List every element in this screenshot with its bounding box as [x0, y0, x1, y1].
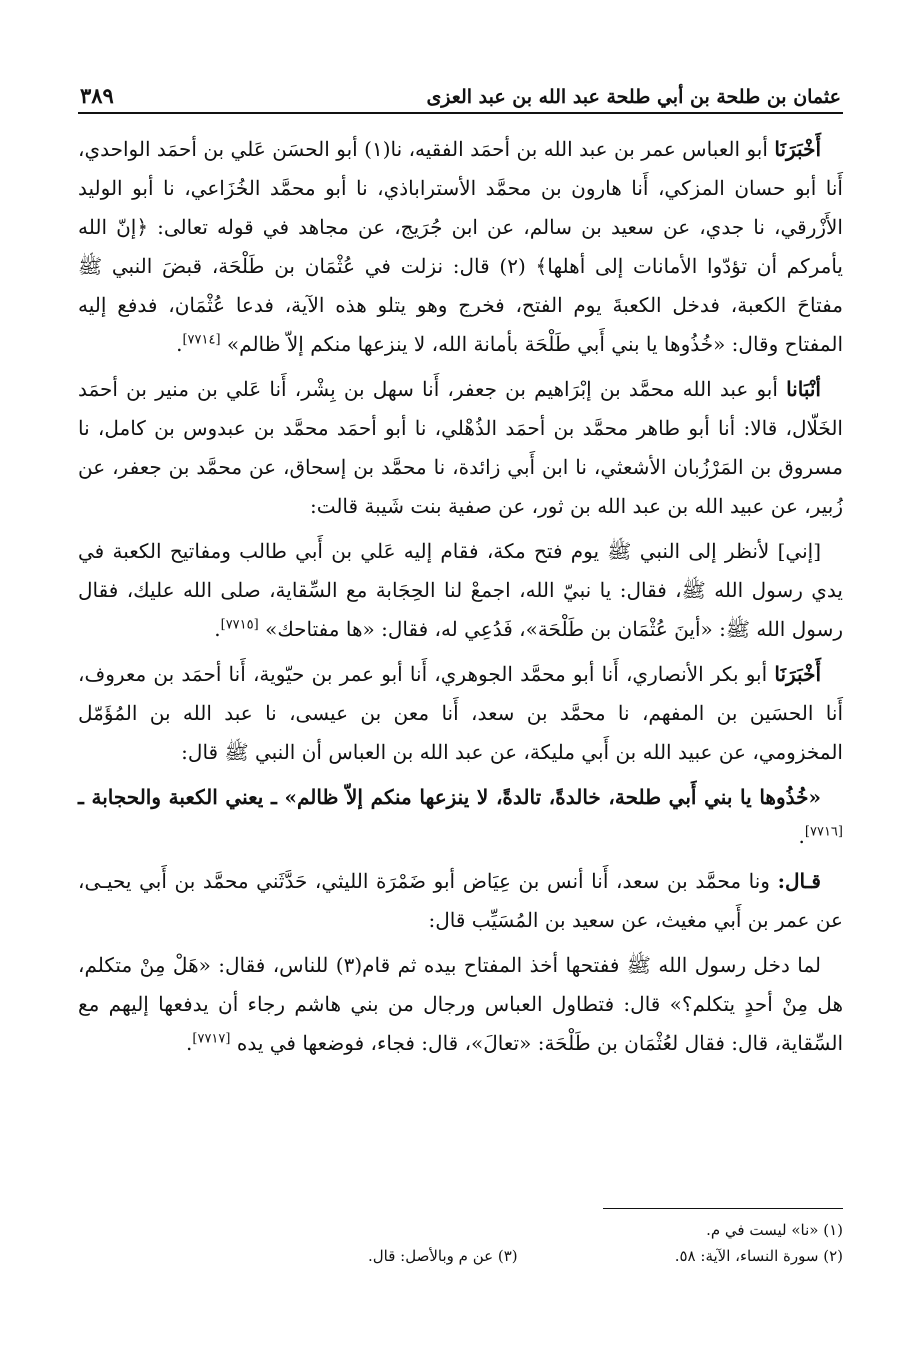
hadith-paragraph-6	[78, 862, 843, 940]
paragraph-text: [إني] لأنظر إلى النبي ﷺ يوم فتح مكة، فقام إليه عَلي بن أَبي طالب ومفاتيح الكعبة في يدي رسول الله ﷺ، فقال: يا نبيّ الله، اجمعْ لنا الحِجَابة مع السِّقاية، صلى الله عليك، فقال رسول الله ﷺ: «أينَ عُثْمَان بن طَلْحَة»، فَدُعِي له، فقال: «ها مفتاحك»	[78, 539, 843, 641]
footnote-1: (١) «نا» ليست في م.	[706, 1221, 843, 1239]
chain-lead-word: أَخْبَرَنَا	[774, 137, 821, 161]
header-title: عثمان بن طلحة بن أبي طلحة عبد الله بن عبد العزى	[426, 86, 841, 108]
footnotes	[78, 1208, 843, 1269]
chain-lead-word: أَخْبَرَنَا	[774, 662, 821, 686]
hadith-paragraph-1: أَخْبَرَنَا أبو العباس عمر بن عبد الله بن أحمَد الفقيه، نا(١) أبو الحسَن عَلي بن أحمَد الواحدي، أَنا أبو حسان المزكي، أَنا هارون بن محمَّد الأستراباذي، نا أبو محمَّد الخُزَاعي، نا أبو الوليد الأَزْرقي، نا جدي، عن سعيد بن سالم، عن ابن جُرَيج، عن مجاهد في قوله تعالى: ﴿إنّ الله يأمركم أن تؤدّوا الأمانات إلى أهلها﴾ (٢) قال: نزلت في عُثْمَان بن طَلْحَة، قبضَ النبي ﷺ مفتاحَ الكعبة، فدخل الكعبةَ يوم الفتح، فخرج وهو يتلو هذه الآية، فدعا عُثْمَان، فدفع إليه المفتاح وقال: «خُذُوها يا بني أَبي طَلْحَة بأمانة الله، لا ينزعها منكم إلاّ ظالم» [٧٧١٤].	[78, 137, 843, 356]
paragraph-text: أبو عبد الله محمَّد بن إبْرَاهيم بن جعفر، أَنا سهل بن بِشْر، أَنا عَلي بن منير بن أحمَد الخَلّال، قالا: أنا أبو طاهر محمَّد بن أحمَد الذُهْلي، نا أبو أحمَد محمَّد بن عبدوس بن كامل، نا مسروق بن المَرْزُبان الأشعثي، نا ابن أَبي زائدة، نا محمَّد بن إسحاق، عن محمَّد بن جعفر، عن زُبير، عن عبيد الله بن عبد الله بن ثور، عن صفية بنت شَيبة قالت:	[78, 377, 843, 518]
hadith-number: [٧٧١٦]	[804, 824, 843, 840]
footnote-row	[78, 1243, 843, 1269]
footnote-rule	[603, 1208, 843, 1209]
paragraph-text: ونا محمَّد بن سعد، أَنا أنس بن عِيَاض أبو ضَمْرَة الليثي، حَدَّثَني محمَّد بن أَبي يحيـى، عن عمر بن أَبي مغيث، عن سعيد بن المُسَيِّب قال:	[78, 869, 843, 932]
paragraph-text: أبو بكر الأنصاري، أَنا أبو محمَّد الجوهري، أَنا أبو عمر بن حيّوية، أَنا أحمَد بن معروف، أَنا الحسَين بن المفهم، نا محمَّد بن سعد، أَنا معن بن عيسى، نا عبد الله بن المُؤَمّل المخزومي، عن عبيد الله بن أَبي مليكة، عن عبد الله بن العباس أن النبي ﷺ قال:	[78, 662, 843, 764]
paragraph-text: أبو العباس عمر بن عبد الله بن أحمَد الفقيه، نا(١) أبو الحسَن عَلي بن أحمَد الواحدي، أَنا أبو حسان المزكي، أَنا هارون بن محمَّد الأستراباذي، نا أبو محمَّد الخُزَاعي، نا أبو الوليد الأَزْرقي، نا جدي، عن سعيد بن سالم، عن ابن جُرَيج، عن مجاهد في قوله تعالى: ﴿إنّ الله يأمركم أن تؤدّوا الأمانات إلى أهلها﴾ (٢) قال: نزلت في عُثْمَان بن طَلْحَة، قبضَ النبي ﷺ مفتاحَ الكعبة، فدخل الكعبةَ يوم الفتح، فخرج وهو يتلو هذه الآية، فدعا عُثْمَان، فدفع إليه المفتاح وقال: «خُذُوها يا بني أَبي طَلْحَة بأمانة الله، لا ينزعها منكم إلاّ ظالم»	[78, 137, 843, 356]
paragraph-text: لما دخل رسول الله ﷺ ففتحها أخذ المفتاح بيده ثم قام(٣) للناس، فقال: «هَلْ مِنْ متكلم، هل مِنْ أحدٍ يتكلم؟» قال: فتطاول العباس ورجال من بني هاشم رجاء أن يدفعها إليهم مع السِّقاية، قال: فقال لعُثْمَان بن طَلْحَة: «تعالَ»، قال: فجاء، فوضعها في يده	[78, 953, 843, 1055]
page	[78, 64, 843, 1069]
hadith-paragraph-5: «خُذُوها يا بني أَبي طلحة، خالدةً، تالدةً، لا ينزعها منكم إلاّ ظالم» ـ يعني الكعبة والحجابة ـ [٧٧١٦].	[78, 785, 843, 848]
running-header	[78, 64, 843, 114]
main-text	[78, 130, 843, 1063]
paragraph-text: «خُذُوها يا بني أَبي طلحة، خالدةً، تالدةً، لا ينزعها منكم إلاّ ظالم» ـ يعني الكعبة والحجابة ـ	[78, 785, 821, 809]
hadith-number: [٧٧١٧]	[192, 1031, 231, 1047]
hadith-number: [٧٧١٤]	[182, 332, 221, 348]
hadith-paragraph-7: لما دخل رسول الله ﷺ ففتحها أخذ المفتاح بيده ثم قام(٣) للناس، فقال: «هَلْ مِنْ متكلم، هل مِنْ أحدٍ يتكلم؟» قال: فتطاول العباس ورجال من بني هاشم رجاء أن يدفعها إليهم مع السِّقاية، قال: فقال لعُثْمَان بن طَلْحَة: «تعالَ»، قال: فجاء، فوضعها في يده [٧٧١٧].	[78, 953, 843, 1055]
hadith-paragraph-4	[78, 655, 843, 772]
footnote-3: (٣) عن م وبالأصل: قال.	[368, 1247, 518, 1265]
hadith-number: [٧٧١٥]	[220, 617, 259, 633]
chain-lead-word: أنْبَانا	[786, 377, 821, 401]
chain-lead-word: قـال:	[777, 869, 821, 893]
page-number: ٣٨٩	[80, 83, 114, 108]
footnote-2: (٢) سورة النساء، الآية: ٥٨.	[674, 1247, 843, 1265]
hadith-paragraph-2	[78, 370, 843, 526]
hadith-paragraph-3: [إني] لأنظر إلى النبي ﷺ يوم فتح مكة، فقام إليه عَلي بن أَبي طالب ومفاتيح الكعبة في يدي رسول الله ﷺ، فقال: يا نبيّ الله، اجمعْ لنا الحِجَابة مع السِّقاية، صلى الله عليك، فقال رسول الله ﷺ: «أينَ عُثْمَان بن طَلْحَة»، فَدُعِي له، فقال: «ها مفتاحك» [٧٧١٥].	[78, 539, 843, 641]
